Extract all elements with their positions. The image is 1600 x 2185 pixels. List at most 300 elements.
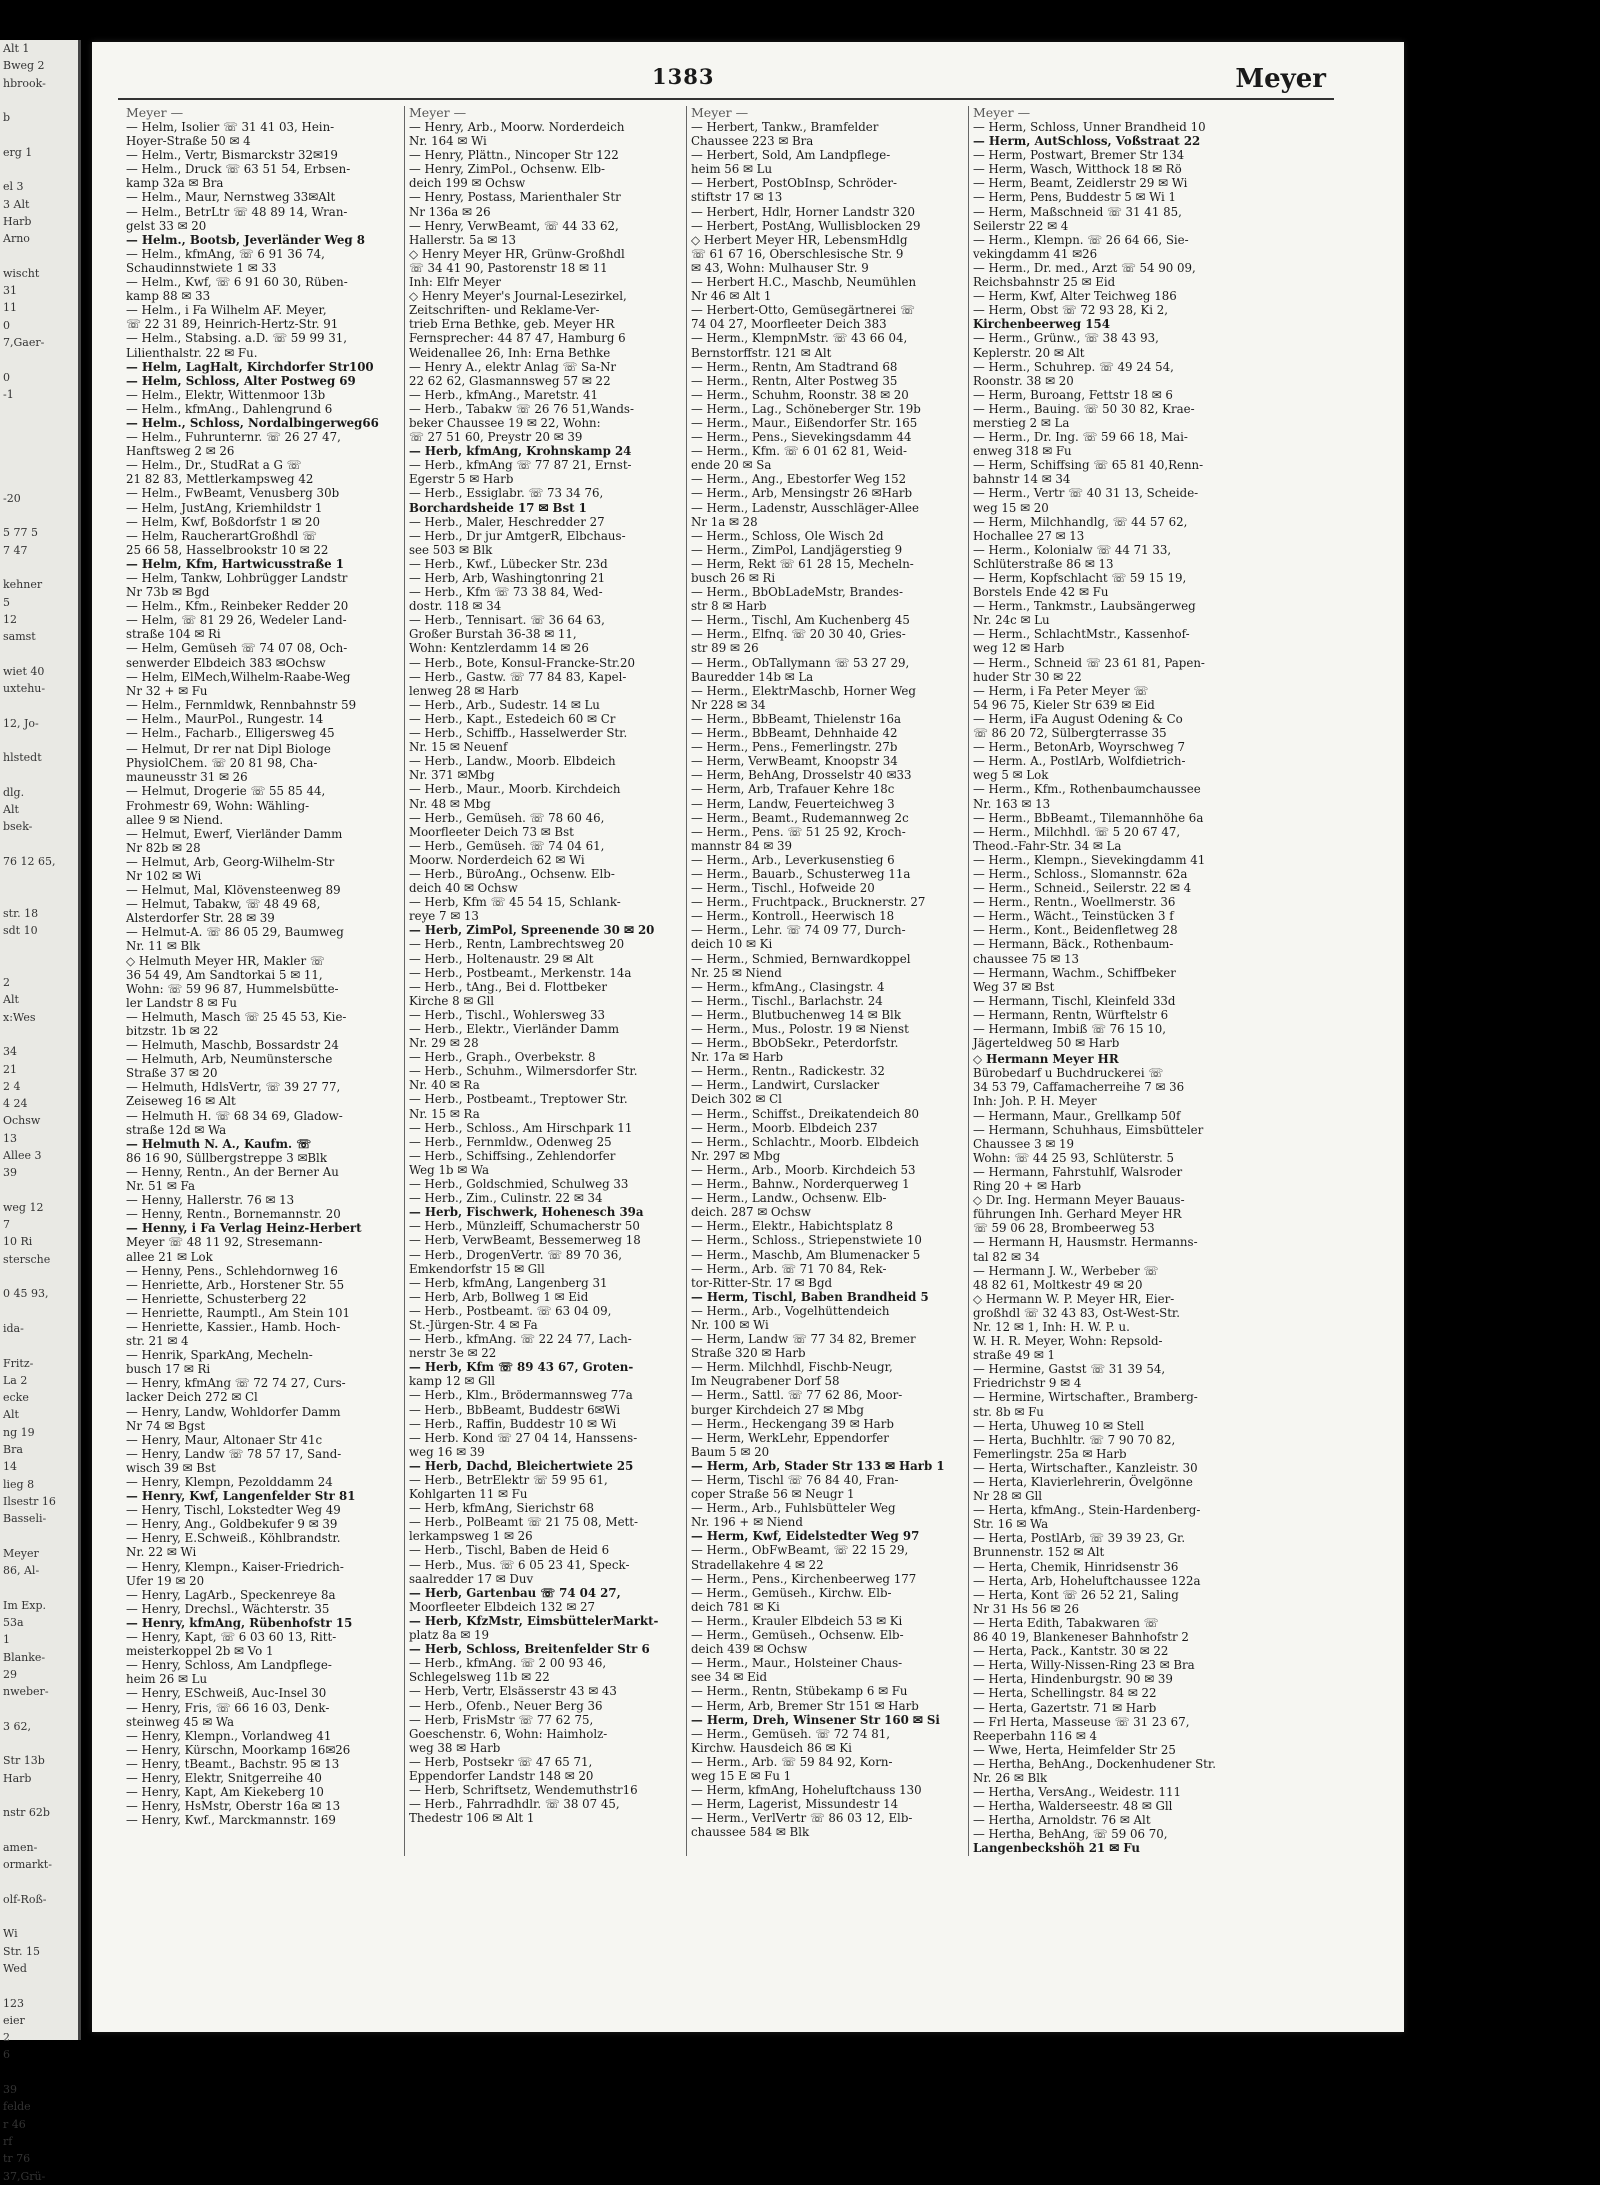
directory-entry-line: — Herta, kfmAng., Stein-Hardenberg- [973, 1503, 1201, 1518]
prev-page-line: 39 [3, 2083, 17, 2097]
directory-entry-line: Nr. 15 ✉ Ra [409, 1106, 480, 1121]
directory-entry-line: Nr. 15 ✉ Neuenf [409, 740, 508, 755]
directory-entry-line: — Hermann J. W., Werbeber ☏ [973, 1263, 1159, 1278]
directory-entry-line: Nr. 163 ✉ 13 [973, 796, 1051, 811]
prev-page-line: nweber- [3, 1685, 49, 1699]
directory-entry-line: deich 199 ✉ Ochsw [409, 176, 526, 191]
prev-page-line: 5 77 5 [3, 526, 38, 540]
directory-entry-line: Hochallee 27 ✉ 13 [973, 528, 1085, 543]
directory-entry-line: — Henry, kfmAng, Rübenhofstr 15 [126, 1615, 353, 1630]
directory-entry-line: — Henry A., elektr Anlag ☏ Sa-Nr [409, 359, 617, 374]
prev-page-line: rf [3, 2134, 13, 2148]
prev-page-line: -1 [3, 387, 14, 401]
directory-entry-line: — Henry, Ang., Goldbekufer 9 ✉ 39 [126, 1517, 338, 1532]
directory-entry-line: — Herta, Pack., Kantstr. 30 ✉ 22 [973, 1644, 1169, 1659]
directory-entry-line: — Herm., ObTallymann ☏ 53 27 29, [691, 655, 910, 670]
directory-entry-line: str 8 ✉ Harb [691, 599, 767, 614]
directory-entry-line: — Helmuth, HdlsVertr, ☏ 39 27 77, [126, 1080, 341, 1095]
directory-entry-line: — Herb., Bote, Konsul-Francke-Str.20 [409, 655, 635, 670]
prev-page-line: uxtehu- [3, 681, 46, 695]
directory-entry-line: — Helm., FwBeamt, Venusberg 30b [126, 486, 340, 501]
directory-entry-line: Frohmestr 69, Wohn: Wähling- [126, 798, 310, 813]
prev-page-line: 76 12 65, [3, 854, 56, 868]
directory-entry-line: — Herb., Zim., Culinstr. 22 ✉ 34 [409, 1191, 603, 1206]
directory-entry-line: Nr. 11 ✉ Blk [126, 939, 201, 954]
prev-page-line: 12 [3, 612, 17, 626]
directory-entry-line: — Herm., Krauler Elbdeich 53 ✉ Ki [691, 1613, 903, 1628]
directory-entry-line: — Helmuth, Maschb, Bossardstr 24 [126, 1038, 339, 1053]
directory-entry-line: — Herm, Arb, Stader Str 133 ✉ Harb 1 [691, 1458, 945, 1473]
directory-entry-line: Femerlingstr. 25a ✉ Harb [973, 1446, 1127, 1461]
directory-entry-line: — Henry, Maur, Altonaer Str 41c [126, 1432, 323, 1447]
directory-entry-line: — Herm., SchlachtMstr., Kassenhof- [973, 627, 1190, 642]
directory-entry-line: — Herb. Kond ☏ 27 04 14, Hanssens- [409, 1430, 638, 1445]
directory-entry-line: nerstr 3e ✉ 22 [409, 1346, 497, 1361]
prev-page-line [0, 697, 78, 714]
directory-entry-line: — Herb, Schloss, Breitenfelder Str 6 [409, 1642, 650, 1657]
directory-entry-line: steinweg 45 ✉ Wa [126, 1714, 235, 1729]
directory-entry-line: — Herm., Kfm., Rothenbaumchaussee [973, 782, 1201, 797]
prev-page-line [0, 438, 78, 455]
prev-page-line: bsek- [3, 820, 33, 834]
directory-entry-line: — Herm., Lehr. ☏ 74 09 77, Durch- [691, 923, 906, 938]
directory-entry-line: — Helmut, Drogerie ☏ 55 85 44, [126, 784, 326, 799]
directory-entry-line: ☏ 22 31 89, Heinrich-Hertz-Str. 91 [126, 317, 339, 332]
directory-entry-line: — Herb., Tischl., Wohlersweg 33 [409, 1007, 606, 1022]
directory-entry-line: — Herm., Arb., Fuhlsbütteler Weg [691, 1501, 896, 1516]
directory-entry-line: Friedrichstr 9 ✉ 4 [973, 1376, 1082, 1391]
directory-entry-line: — Herm., Dr. med., Arzt ☏ 54 90 09, [973, 260, 1196, 275]
directory-entry-line: — Henny, i Fa Verlag Heinz-Herbert [126, 1221, 362, 1236]
directory-entry-line: — Herm., Arb, Mensingstr 26 ✉Harb [691, 486, 913, 501]
directory-entry-line: Lilienthalstr. 22 ✉ Fu. [126, 345, 258, 360]
directory-entry-line: — Helm., Vertr, Bismarckstr 32✉19 [126, 148, 338, 163]
directory-entry-line: Jägerteldweg 50 ✉ Harb [973, 1036, 1120, 1051]
directory-entry-line: — Herm, Wasch, Witthock 18 ✉ Rö [973, 162, 1182, 177]
directory-entry-line: — Herb, kfmAng, Langenberg 31 [409, 1275, 608, 1290]
prev-page-line: wiet 40 [3, 664, 45, 678]
directory-entry-line: — Henry, Kwf, Langenfelder Str 81 [126, 1489, 356, 1504]
directory-entry-line: — Herb., Tabakw ☏ 26 76 51,Wands- [409, 401, 634, 416]
directory-entry-line: — Hermine, Wirtschafter., Bramberg- [973, 1390, 1198, 1405]
directory-entry-line: — Herm., Tischl., Barlachstr. 24 [691, 993, 883, 1008]
prev-page-line: Str. 15 [3, 1944, 40, 1958]
directory-entry-line: — Henry, E.Schweiß., Köhlbrandstr. [126, 1531, 341, 1546]
directory-entry-line: — Herm, Tischl ☏ 76 84 40, Fran- [691, 1473, 899, 1487]
directory-entry-line: — Herb., Schiffb., Hasselwerder Str. [409, 726, 628, 741]
directory-entry-line: — Herb., Maler, Heschredder 27 [409, 514, 605, 529]
prev-page-line: 7 47 [3, 543, 28, 557]
directory-entry-line: Schlegelsweg 11b ✉ 22 [409, 1670, 550, 1685]
directory-entry-line: — Henny, Pens., Schlehdornweg 16 [126, 1263, 338, 1278]
prev-page-line: nstr 62b [3, 1806, 50, 1820]
prev-page-line [0, 1822, 78, 1839]
prev-page-line: Basseli- [3, 1512, 47, 1526]
directory-entry-line: — Helm., Schloss, Nordalbingerweg66 [126, 415, 379, 430]
directory-entry-line: — Henry, Landw ☏ 78 57 17, Sand- [126, 1446, 342, 1461]
directory-entry-line: — Herm., Arb. ☏ 71 70 84, Rek- [691, 1261, 887, 1276]
directory-entry-line: — Helm., Fernmldwk, Rennbahnstr 59 [126, 697, 357, 712]
directory-entry-line: saalredder 17 ✉ Duv [409, 1571, 534, 1586]
prev-page-line [0, 836, 78, 853]
directory-entry-line: — Herm, Postwart, Bremer Str 134 [973, 148, 1185, 163]
column-continuation-head: Meyer — [126, 105, 184, 120]
directory-entry-line: — Herb., Kwf., Lübecker Str. 23d [409, 556, 608, 571]
directory-entry-line: Moorfleeter Deich 73 ✉ Bst [409, 824, 574, 839]
prev-page-line: 2 [3, 976, 10, 990]
directory-entry-line: — Herb., Dr jur AmtgerR, Elbchaus- [409, 528, 626, 543]
directory-entry-line: 86 16 90, Süllbergstreppe 3 ✉Blk [126, 1150, 327, 1165]
directory-entry-line: gelst 33 ✉ 20 [126, 218, 207, 233]
directory-entry-line: — Herm, Milchhandlg, ☏ 44 57 62, [973, 514, 1188, 529]
directory-entry-line: 54 96 75, Kieler Str 639 ✉ Eid [973, 697, 1155, 712]
directory-entry-line: — Herm., Arb. ☏ 59 84 92, Korn- [691, 1754, 893, 1769]
directory-entry-line: — Herta, Uhuweg 10 ✉ Stell [973, 1418, 1144, 1433]
directory-entry-line: — Herm. Milchhdl, Fischb-Neugr, [691, 1360, 893, 1375]
directory-entry-line: — Helmuth N. A., Kaufm. ☏ [126, 1136, 311, 1151]
prev-page-line: 34 [3, 1045, 17, 1059]
directory-entry-line: — Herbert, Hdlr, Horner Landstr 320 [691, 204, 916, 219]
directory-entry-line: ◇ Helmuth Meyer HR, Makler ☏ [126, 953, 325, 968]
directory-entry-line: ◇ Henry Meyer HR, Grünw-Großhdl [409, 246, 625, 261]
directory-entry-line: — Herm., Landw., Ochsenw. Elb- [691, 1191, 887, 1206]
directory-entry-line: — Herm, Kwf, Eidelstedter Weg 97 [691, 1529, 920, 1544]
directory-entry-line: — Helmut, Mal, Klövensteenweg 89 [126, 883, 341, 898]
directory-entry-line: Langenbeckshöh 21 ✉ Fu [973, 1841, 1140, 1856]
directory-entry-line: — Hermann, Fahrstuhlf, Walsroder [973, 1164, 1183, 1179]
directory-entry-line: bitzstr. 1b ✉ 22 [126, 1024, 219, 1038]
prev-page-line: tr 76 [3, 2152, 31, 2166]
directory-entry-line: see 503 ✉ Blk [409, 542, 493, 557]
directory-entry-line: — Herm, AutSchloss, Voßstraat 22 [973, 134, 1201, 149]
directory-entry-line: — Helmuth H. ☏ 68 34 69, Gladow- [126, 1108, 343, 1123]
directory-entry-line: — Herm., Lag., Schöneberger Str. 19b [691, 401, 921, 416]
directory-entry-line: Nr. 25 ✉ Niend [691, 965, 782, 980]
directory-entry-line: trieb Erna Bethke, geb. Meyer HR [409, 317, 615, 332]
directory-entry-line: ◇ Hermann W. P. Meyer HR, Eier- [973, 1291, 1175, 1306]
directory-entry-line: — Herb, Kfm ☏ 89 43 67, Groten- [409, 1360, 634, 1375]
directory-entry-line: — Henry, tBeamt., Bachstr. 95 ✉ 13 [126, 1756, 340, 1771]
directory-entry-line: Kirche 8 ✉ Gll [409, 993, 495, 1008]
directory-entry-line: ler Landstr 8 ✉ Fu [126, 995, 238, 1010]
directory-entry-line: — Herb., BüroAng., Ochsenw. Elb- [409, 866, 615, 881]
directory-entry-line: — Herb., Essiglabr. ☏ 73 34 76, [409, 486, 604, 501]
prev-page-line [0, 248, 78, 265]
directory-entry-line: — Herta, Wirtschafter., Kanzleistr. 30 [973, 1460, 1198, 1475]
directory-entry-line: Moorfleeter Elbdeich 132 ✉ 27 [409, 1599, 595, 1614]
directory-entry-line: — Herbert, Sold, Am Landpflege- [691, 148, 891, 163]
prev-page-line: Blanke- [3, 1650, 46, 1664]
directory-entry-line: — Herb., Schiffsing., Zehlendorfer [409, 1148, 616, 1163]
directory-entry-line: — Henry, Kapt, Am Kiekeberg 10 [126, 1785, 324, 1800]
prev-page-line: 0 45 93, [3, 1287, 49, 1301]
prev-page-line: 2 4 [3, 1079, 21, 1093]
directory-entry-line: Weg 1b ✉ Wa [409, 1162, 490, 1177]
directory-entry-line: Inh: Elfr Meyer [409, 275, 502, 290]
directory-entry-line: — Herm., Gemüseh. ☏ 72 74 81, [691, 1726, 890, 1741]
directory-entry-line: — Hertha, Walderseestr. 48 ✉ Gll [973, 1799, 1173, 1814]
directory-entry-line: weg 15 E ✉ Fu 1 [691, 1768, 792, 1783]
directory-entry-line: — Henry, HsMstr, Oberstr 16a ✉ 13 [126, 1799, 341, 1814]
directory-entry-line: — Herm., Wächt., Teinstücken 3 f [973, 909, 1174, 924]
directory-entry-line: — Herm., Rentn., Radickestr. 32 [691, 1064, 885, 1079]
directory-entry-line: — Herm., BbObLadeMstr, Brandes- [691, 585, 903, 600]
directory-entry-line: — Herb., Schuhm., Wilmersdorfer Str. [409, 1064, 638, 1079]
directory-entry-line: — Herm., Elektr., Habichtsplatz 8 [691, 1219, 893, 1234]
directory-entry-line: Ring 20 + ✉ Harb [973, 1179, 1082, 1194]
directory-entry-line: — Helm., BetrLtr ☏ 48 89 14, Wran- [126, 204, 348, 219]
prev-page-line: Str 13b [3, 1754, 45, 1768]
directory-entry-line: ☏ 59 06 28, Brombeerweg 53 [973, 1221, 1155, 1236]
directory-entry-line: Seilerstr 22 ✉ 4 [973, 218, 1069, 233]
directory-entry-line: Goeschenstr. 6, Wohn: Haimholz- [409, 1726, 608, 1741]
directory-entry-line: — Henriette, Arb., Horstener Str. 55 [126, 1277, 345, 1292]
prev-page-line: b [3, 111, 11, 125]
directory-entry-line: — Helm, Tankw, Lohbrügger Landstr [126, 571, 348, 585]
directory-entry-line: coper Straße 56 ✉ Neugr 1 [691, 1487, 855, 1502]
directory-entry-line: — Herm., ZimPol, Landjägerstieg 9 [691, 542, 903, 557]
directory-entry-line: deich 439 ✉ Ochsw [691, 1642, 808, 1657]
directory-entry-line: Egerstr 5 ✉ Harb [409, 472, 514, 487]
directory-entry-line: Nr. 40 ✉ Ra [409, 1078, 480, 1093]
directory-entry-line: Nr 31 Hs 56 ✉ 26 [973, 1601, 1079, 1616]
directory-entry-line: — Helmut, Arb, Georg-Wilhelm-Str [126, 854, 335, 869]
directory-entry-line: senwerder Elbdeich 383 ✉Ochsw [126, 655, 326, 670]
prev-page-line: 0 [3, 370, 10, 384]
prev-page-line: stersche [3, 1252, 51, 1266]
prev-page-line: Harb [3, 1771, 32, 1785]
prev-page-line [0, 455, 78, 472]
prev-page-line: wischt [3, 266, 40, 280]
prev-page-line: Arno [3, 232, 30, 246]
directory-entry-line: — Herm., Maschb, Am Blumenacker 5 [691, 1247, 921, 1262]
prev-page-line [0, 1026, 78, 1043]
directory-entry-line: Nr. 371 ✉Mbg [409, 768, 495, 783]
directory-entry-line: ende 20 ✉ Sa [691, 458, 772, 473]
directory-entry-line: — Herb., Gemüseh. ☏ 78 60 46, [409, 810, 605, 825]
directory-entry-line: — Herm, iFa August Odening & Co [973, 711, 1183, 726]
prev-page-line: kehner [3, 578, 43, 592]
directory-entry-line: — Herm, Landw ☏ 77 34 82, Bremer [691, 1332, 916, 1347]
directory-entry-line: — Herb., Ofenb., Neuer Berg 36 [409, 1698, 603, 1713]
directory-entry-line: — Herb., Rentn, Lambrechtsweg 20 [409, 937, 625, 952]
prev-page-line [0, 870, 78, 887]
directory-entry-line: — Helm., Stabsing. a.D. ☏ 59 99 31, [126, 331, 348, 346]
directory-entry-line: kamp 12 ✉ Gll [409, 1374, 496, 1389]
directory-entry-line: deich 781 ✉ Ki [691, 1599, 780, 1614]
prev-page-line: 0 [3, 318, 10, 332]
directory-entry-line: — Herta, Chemik, Hinridsenstr 36 [973, 1559, 1179, 1574]
directory-entry-line: — Herm., ObFwBeamt, ☏ 22 15 29, [691, 1543, 909, 1558]
directory-entry-line: Str. 16 ✉ Wa [973, 1517, 1049, 1532]
directory-entry-line: — Helm., Druck ☏ 63 51 54, Erbsen- [126, 162, 351, 177]
directory-column-4 [968, 106, 1250, 1856]
directory-entry-line: — Herta, Willy-Nissen-Ring 23 ✉ Bra [973, 1658, 1195, 1673]
directory-entry-line: Nr. 29 ✉ 28 [409, 1036, 479, 1051]
directory-entry-line: 74 04 27, Moorfleeter Deich 383 [691, 317, 887, 332]
directory-entry-line: — Herb., Gastw. ☏ 77 84 83, Kapel- [409, 669, 627, 684]
directory-entry-line: — Herb, Gartenbau ☏ 74 04 27, [409, 1585, 621, 1600]
directory-entry-line: — Hermann, Maur., Grellkamp 50f [973, 1108, 1181, 1123]
directory-entry-line: Nr 32 + ✉ Fu [126, 683, 208, 698]
directory-entry-line: — Herb, Vertr, Elsässerstr 43 ✉ 43 [409, 1684, 617, 1699]
directory-entry-line: — Herb., Tennisart. ☏ 36 64 63, [409, 613, 605, 628]
directory-entry-line: bahnstr 14 ✉ 34 [973, 472, 1071, 487]
directory-entry-line: Emkendorfstr 15 ✉ Gll [409, 1261, 545, 1276]
directory-entry-line: Roonstr. 38 ✉ 20 [973, 373, 1074, 388]
directory-entry-line: — Helm, Kfm, Hartwicusstraße 1 [126, 556, 344, 571]
directory-entry-line: Zeiseweg 16 ✉ Alt [126, 1094, 236, 1109]
directory-entry-line: — Herb, kfmAng, Krohnskamp 24 [409, 444, 632, 459]
directory-entry-line: tal 82 ✉ 34 [973, 1249, 1040, 1264]
prev-page-line [0, 1528, 78, 1545]
prev-page-line: Im Exp. [3, 1598, 47, 1612]
directory-entry-line: Hallerstr. 5a ✉ 13 [409, 232, 517, 247]
directory-entry-line: ☏ 61 67 16, Oberschlesische Str. 9 [691, 246, 904, 261]
directory-entry-line: — Henry, Landw, Wohldorfer Damm [126, 1404, 341, 1419]
prev-page-line: 10 Ri [3, 1235, 33, 1249]
directory-entry-line: Chaussee 3 ✉ 19 [973, 1136, 1074, 1151]
prev-page-line: 7 [3, 1218, 10, 1232]
directory-entry-line: Nr 73b ✉ Bgd [126, 585, 210, 600]
prev-page-line [0, 1908, 78, 1925]
prev-page-line: Alt [3, 803, 19, 817]
directory-entry-line: — Henny, Rentn., An der Berner Au [126, 1164, 339, 1179]
directory-entry-line: — Hermann H, Hausmstr. Hermanns- [973, 1235, 1198, 1250]
directory-entry-line: — Herbert, PostObInsp, Schröder- [691, 176, 897, 191]
prev-page-line [0, 957, 78, 974]
prev-page-line [0, 421, 78, 438]
directory-entry-line: — Herm., Vertr ☏ 40 31 13, Scheide- [973, 486, 1199, 501]
directory-entry-line: 22 62 62, Glasmannsweg 57 ✉ 22 [409, 373, 611, 388]
directory-entry-line: — Herm., Schneid., Seilerstr. 22 ✉ 4 [973, 881, 1192, 896]
directory-entry-line: lacker Deich 272 ✉ Cl [126, 1390, 258, 1405]
directory-page [92, 42, 1404, 2032]
directory-entry-line: — Herm., Rentn, Am Stadtrand 68 [691, 359, 898, 374]
directory-entry-line: deich 10 ✉ Ki [691, 937, 773, 952]
directory-entry-line: — Herb., Münzleiff, Schumacherstr 50 [409, 1219, 640, 1234]
directory-entry-line: — Herb., Tischl, Baben de Heid 6 [409, 1543, 610, 1558]
directory-entry-line: — Henry, Tischl, Lokstedter Weg 49 [126, 1503, 341, 1518]
prev-page-line: Fritz- [3, 1356, 34, 1370]
directory-entry-line: str. 8b ✉ Fu [973, 1404, 1044, 1419]
directory-entry-line: Moorw. Norderdeich 62 ✉ Wi [409, 852, 585, 867]
prev-page-line: -20 [3, 491, 21, 505]
directory-entry-line: Fernsprecher: 44 87 47, Hamburg 6 [409, 331, 626, 346]
directory-entry-line: — Herb., kfmAng ☏ 77 87 21, Ernst- [409, 458, 632, 473]
prev-page-line: 29 [3, 1667, 17, 1681]
directory-entry-line: ◇ Hermann Meyer HR [973, 1052, 1119, 1067]
prev-page-line [0, 1787, 78, 1804]
directory-entry-line: — Herb., Maur., Moorb. Kirchdeich [409, 782, 621, 797]
prev-page-line [0, 645, 78, 662]
directory-entry-line: Nr. 297 ✉ Mbg [691, 1148, 781, 1163]
directory-entry-line: — Herm, Kopfschlacht ☏ 59 15 19, [973, 571, 1187, 585]
directory-entry-line: — Herb., Goldschmied, Schulweg 33 [409, 1177, 629, 1192]
prev-page-line: Bra [3, 1443, 23, 1457]
directory-entry-line: — Herm., Bauarb., Schusterweg 11a [691, 866, 911, 881]
directory-entry-line: lenweg 28 ✉ Harb [409, 683, 519, 698]
directory-entry-line: ☏ 34 41 90, Pastorenstr 18 ✉ 11 [409, 260, 608, 275]
directory-entry-line: — Herta, PostlArb, ☏ 39 39 23, Gr. [973, 1531, 1186, 1546]
directory-entry-line: — Herm, VerwBeamt, Knoopstr 34 [691, 754, 898, 769]
directory-entry-line: wisch 39 ✉ Bst [126, 1460, 216, 1475]
directory-entry-line: — Herm., Kfm. ☏ 6 01 62 81, Weid- [691, 444, 908, 459]
directory-column-1 [122, 106, 404, 1856]
directory-entry-line: PhysiolChem. ☏ 20 81 98, Cha- [126, 756, 318, 771]
directory-entry-line: Chaussee 223 ✉ Bra [691, 134, 814, 149]
directory-entry-line: — Herm., Kolonialw ☏ 44 71 33, [973, 542, 1172, 557]
directory-entry-line: Theod.-Fahr-Str. 34 ✉ La [973, 838, 1122, 853]
directory-entry-line: — Wwe, Herta, Heimfelder Str 25 [973, 1742, 1176, 1757]
directory-entry-line: — Herb, Fischwerk, Hohenesch 39a [409, 1205, 644, 1220]
directory-entry-line: — Herm., Klempn. ☏ 26 64 66, Sie- [973, 232, 1189, 247]
directory-entry-line: — Herm, Kwf, Alter Teichweg 186 [973, 289, 1177, 304]
directory-entry-line: — Herm., Landwirt, Curslacker [691, 1078, 880, 1093]
directory-entry-line: — Herm., Schuhrep. ☏ 49 24 54, [973, 359, 1174, 374]
prev-page-line: Bweg 2 [3, 59, 45, 73]
directory-entry-line: — Helm., kfmAng., Dahlengrund 6 [126, 401, 333, 416]
prev-page-line: La 2 [3, 1373, 28, 1387]
directory-entry-line: Nr. 51 ✉ Fa [126, 1179, 195, 1194]
directory-entry-line: — Helm., MaurPol., Rungestr. 14 [126, 711, 324, 726]
prev-page-line [0, 472, 78, 489]
directory-entry-line: heim 56 ✉ Lu [691, 162, 773, 177]
directory-entry-line: — Helm, JustAng, Kriemhildstr 1 [126, 500, 323, 515]
prev-page-line: lieg 8 [3, 1477, 35, 1491]
directory-entry-line: Hanftsweg 2 ✉ 26 [126, 444, 235, 459]
directory-entry-line: Nr. 12 ✉ 1, Inh: H. W. P. u. [973, 1319, 1130, 1334]
directory-entry-line: Wohn: Kentzlerdamm 14 ✉ 26 [409, 641, 589, 656]
directory-entry-line: — Herm., BbBeamt, Thielenstr 16a [691, 711, 902, 726]
directory-entry-line: Zeitschriften- und Reklame-Ver- [409, 303, 600, 318]
prev-page-line: 2 [3, 2031, 10, 2045]
directory-entry-line: 34 53 79, Caffamacherreihe 7 ✉ 36 [973, 1080, 1185, 1095]
directory-entry-line: Eppendorfer Landstr 148 ✉ 20 [409, 1768, 594, 1783]
directory-entry-line: — Herm., Beamt., Rudemannweg 2c [691, 810, 909, 825]
directory-entry-line: 25 66 58, Hasselbrookstr 10 ✉ 22 [126, 542, 329, 557]
prev-page-line: Allee 3 [3, 1149, 42, 1162]
directory-entry-line: Kirchenbeerweg 154 [973, 317, 1110, 332]
directory-entry-line: Brunnenstr. 152 ✉ Alt [973, 1545, 1105, 1560]
directory-entry-line: — Herm., Gemüseh., Kirchw. Elb- [691, 1585, 892, 1600]
directory-entry-line: deich 40 ✉ Ochsw [409, 881, 518, 896]
directory-entry-line: — Herm, Dreh, Winsener Str 160 ✉ Si [691, 1712, 940, 1727]
prev-page-line: ecke [3, 1391, 29, 1405]
directory-entry-line: — Herm, Buroang, Fettstr 18 ✉ 6 [973, 387, 1173, 402]
directory-entry-line: — Henriette, Kassier., Hamb. Hoch- [126, 1319, 341, 1334]
prev-page-line: ormarkt- [3, 1858, 52, 1872]
directory-entry-line: — Herm, Pens, Buddestr 5 ✉ Wi 1 [973, 190, 1177, 205]
directory-entry-line: Nr. 100 ✉ Wi [691, 1317, 769, 1332]
prev-page-line: 31 [3, 284, 17, 298]
directory-entry-line: — Herm., Schloss, Ole Wisch 2d [691, 528, 884, 543]
directory-entry-line: — Herb., tAng., Bei d. Flottbeker [409, 979, 607, 994]
prev-page-line [0, 1735, 78, 1752]
directory-entry-line: deich. 287 ✉ Ochsw [691, 1205, 811, 1220]
directory-entry-line: busch 26 ✉ Ri [691, 571, 776, 585]
directory-entry-line: ☏ 27 51 60, Preystr 20 ✉ 39 [409, 430, 583, 445]
directory-entry-line: — Herm, Rekt ☏ 61 28 15, Mecheln- [691, 556, 914, 571]
directory-entry-line: — Henry, kfmAng ☏ 72 74 27, Curs- [126, 1376, 346, 1391]
directory-entry-line: kamp 32a ✉ Bra [126, 176, 224, 191]
prev-page-line: Wi [3, 1927, 18, 1941]
directory-entry-line: Wohn: ☏ 44 25 93, Schlüterstr. 5 [973, 1150, 1175, 1165]
directory-entry-line: — Herb., Raffin, Buddestr 10 ✉ Wi [409, 1416, 617, 1431]
directory-entry-line: — Henny, Rentn., Bornemannstr. 20 [126, 1207, 341, 1222]
prev-page-line: Wed [3, 1961, 27, 1975]
directory-entry-line: — Helm., i Fa Wilhelm AF. Meyer, [126, 303, 327, 318]
